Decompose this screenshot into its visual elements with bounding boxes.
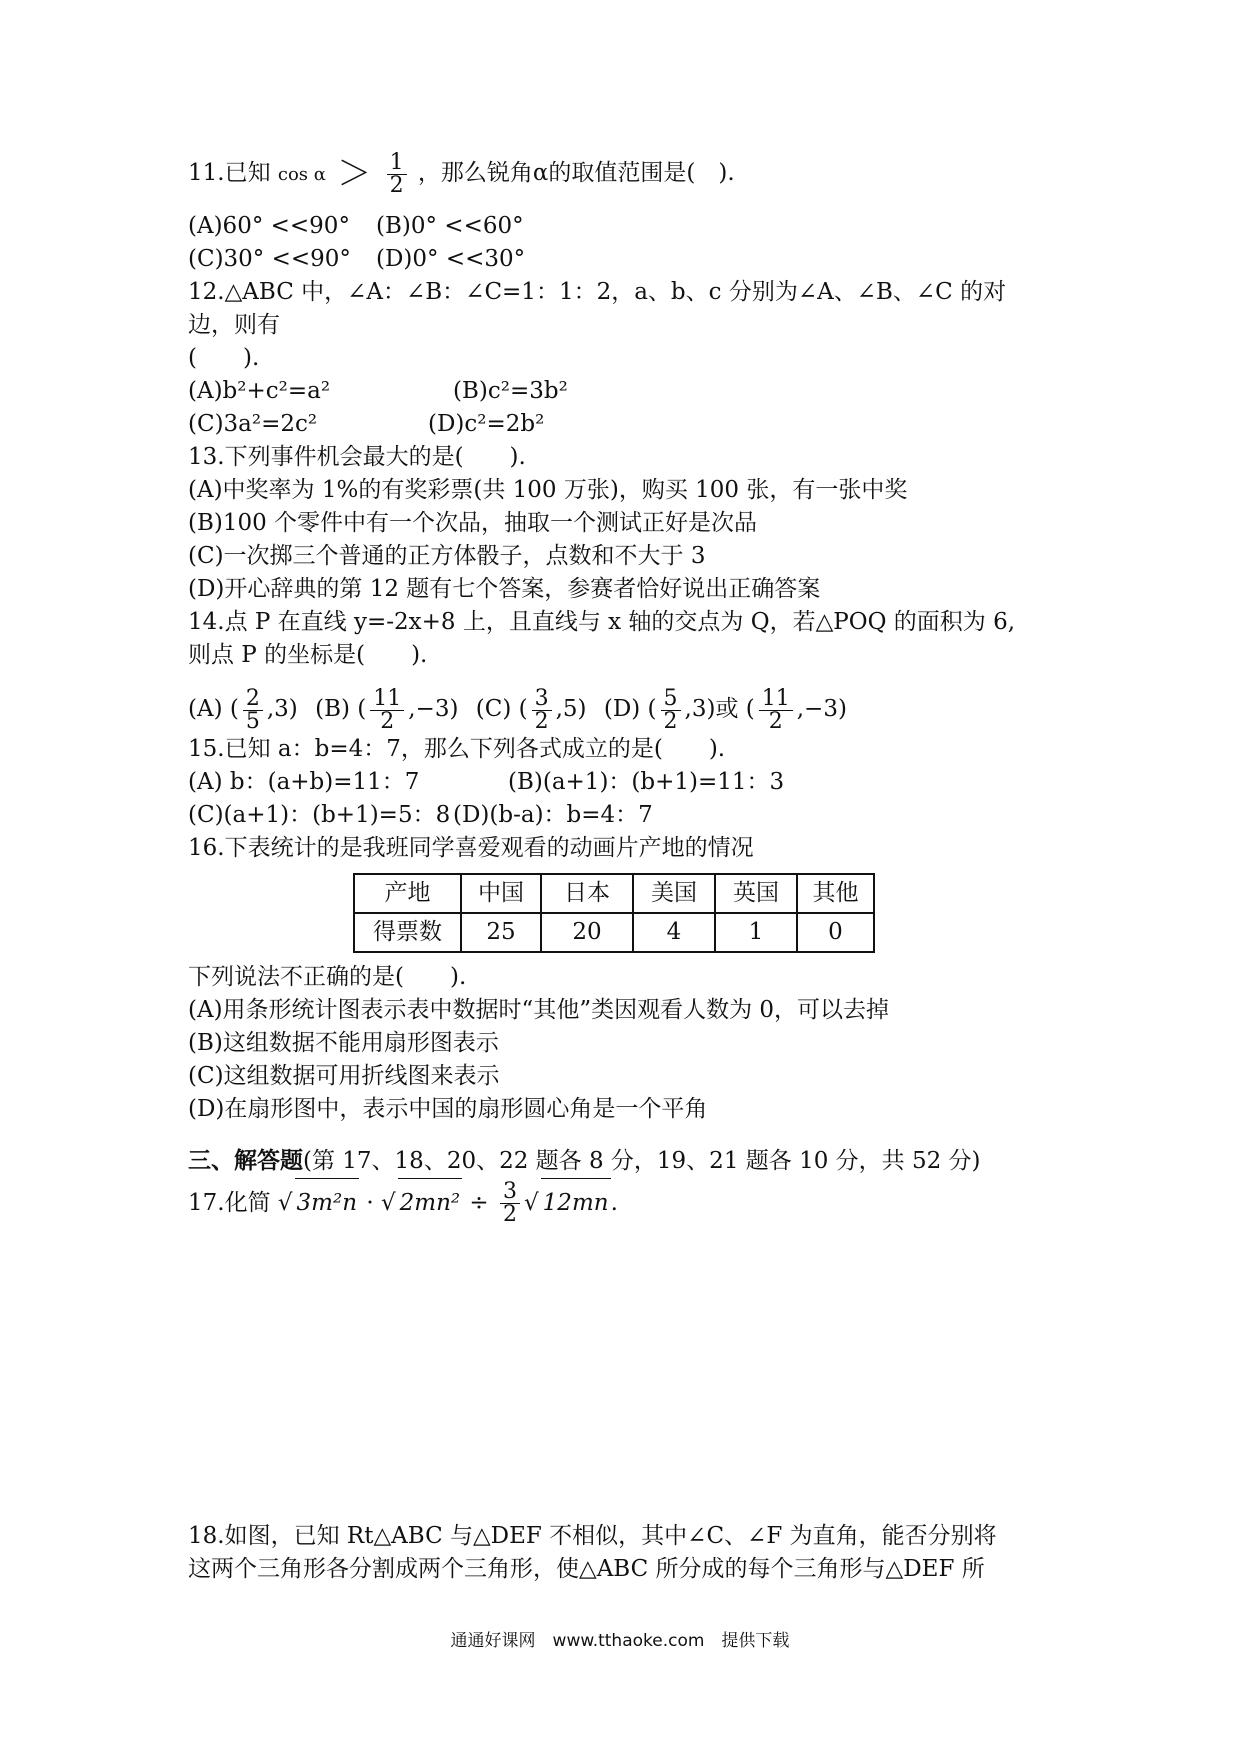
q14-d2-num: 11 — [759, 688, 793, 711]
q18-block — [188, 1520, 1068, 1586]
q17-den: 2 — [503, 1202, 518, 1227]
q14-options: (A) ( $\frac{2}{5}$ ,3) (B) ( $\frac{11}{2}$ ,−3) (C) ( $\frac{3}{2}$ ,5) (D) ( $\frac{5}{2}$ ,3)或 ( $\frac{11}{2}$ ,−3) — [188, 685, 847, 734]
q14-a-num: 2 — [243, 688, 263, 711]
table-cell: 20 — [541, 913, 633, 952]
q14-b-den: 2 — [380, 708, 395, 734]
table-cell: 25 — [461, 913, 541, 952]
q11-option-d: (D)0° <<30° — [376, 246, 526, 272]
q14-b-num: 11 — [370, 688, 404, 711]
q17-fraction — [500, 1181, 520, 1226]
q14-option-a-rest: ,3) — [266, 696, 298, 722]
q14-option-d2-fraction — [759, 685, 793, 734]
q15-option-b: (B)(a+1)：(b+1)=11：3 — [508, 768, 785, 795]
q14-option-c-rest: ,5) — [555, 696, 587, 722]
q11-option-b: (B)0° <<60° — [376, 213, 524, 239]
q18-line-1: 18.如图，已知 Rt△ABC 与△DEF 不相似，其中∠C、∠F 为直角，能否分别将 — [188, 1523, 997, 1549]
q17-end: . — [610, 1189, 618, 1216]
q13-stem: 13.下列事件机会最大的是( ). — [188, 444, 526, 470]
q11-fraction — [387, 149, 407, 198]
q12-option-a: (A)b²+c²=a² — [188, 378, 331, 404]
q14-option-d-rest: ,3)或 — [684, 696, 739, 722]
section-3-note: (第 17、18、20、22 题各 8 分，19、21 题各 10 分，共 52 分) — [303, 1147, 981, 1174]
q14-option-d-label: (D) — [603, 696, 641, 722]
q11-option-c: (C)30° <<90° — [188, 246, 351, 272]
q17-radical-2: 2mn² — [398, 1178, 462, 1227]
q14-d-den: 2 — [663, 708, 678, 734]
q12-line-2: 边，则有 — [188, 312, 280, 338]
q16-option-d: (D)在扇形图中，表示中国的扇形圆心角是一个平角 — [188, 1095, 708, 1122]
q13-option-c: (C)一次掷三个普通的正方体骰子，点数和不大于 3 — [188, 543, 706, 569]
q14-option-c-fraction — [532, 685, 552, 734]
table-header-cell: 产地 — [354, 874, 461, 913]
table-header-cell: 美国 — [633, 874, 715, 913]
q12-options-row-2 — [188, 408, 1068, 441]
q11-options-row-1 — [188, 210, 1068, 243]
table-header-cell: 中国 — [461, 874, 541, 913]
q11-option-a: (A)60° <<90° — [188, 213, 350, 239]
section-3-heading — [188, 1144, 1068, 1178]
table-cell: 4 — [633, 913, 715, 952]
q16-option-a: (A)用条形统计图表示表中数据时“其他”类因观看人数为 0，可以去掉 — [188, 996, 890, 1023]
q12-line-1: 12.△ABC 中，∠A：∠B：∠C=1：1：2，a、b、c 分别为∠A、∠B、∠C 的对 — [188, 279, 1007, 305]
q11-gt: ＞ — [337, 154, 372, 194]
q15-option-a: (A) b：(a+b)=11：7 — [188, 768, 420, 795]
q14-option-b-fraction — [370, 685, 404, 734]
q17-stem: 17.化简 √ 3m²n · √ 2mn² ÷ $\frac{3}{2}$ √ 12mn. — [188, 1179, 618, 1227]
q13-option-d: (D)开心辞典的第 12 题有七个答案，参赛者恰好说出正确答案 — [188, 576, 821, 602]
q14-option-a-fraction — [243, 685, 263, 734]
q17-radical-3: 12mn — [541, 1178, 611, 1227]
q11-options-row-2 — [188, 243, 1068, 276]
q14-option-b-rest: ,−3) — [408, 696, 459, 722]
q11-den: 2 — [389, 172, 404, 198]
q17-dot: · — [366, 1189, 374, 1216]
q15-option-d: (D)(b-a)：b=4：7 — [453, 801, 653, 828]
page-footer: 通通好课网 www.tthaoke.com 提供下载 — [450, 1631, 790, 1651]
q11-suffix: ，那么锐角α的取值范围是( ). — [417, 160, 735, 186]
q16-table — [353, 873, 875, 953]
q14-line-1: 14.点 P 在直线 y=-2x+8 上，且直线与 x 轴的交点为 Q，若△POQ 的面积为 6, — [188, 609, 1016, 635]
table-header-cell: 其他 — [797, 874, 874, 913]
q16-stem: 16.下表统计的是我班同学喜爱观看的动画片产地的情况 — [188, 834, 754, 861]
table-cell: 0 — [797, 913, 874, 952]
q13-option-a: (A)中奖率为 1%的有奖彩票(共 100 万张)，购买 100 张，有一张中奖 — [188, 477, 908, 503]
q11-prefix: 11.已知 — [188, 160, 271, 186]
q14-option-a-label: (A) — [188, 696, 223, 722]
q14-d2-den: 2 — [768, 708, 783, 734]
table-header-cell: 英国 — [715, 874, 797, 913]
q14-option-d2-rest: ,−3) — [796, 696, 847, 722]
q11-cos: cos α — [277, 164, 326, 185]
q14-option-c-label: (C) — [475, 696, 512, 722]
table-header-cell: 日本 — [541, 874, 633, 913]
q12-options-row-1 — [188, 375, 1068, 408]
q16-question: 下列说法不正确的是( ). — [188, 963, 467, 990]
q15-options-row-1 — [188, 766, 1068, 799]
q12-line-3: ( ). — [188, 345, 260, 371]
q12-option-c: (C)3a²=2c² — [188, 411, 318, 437]
q11-stem — [188, 150, 1068, 196]
q14-option-b-label: (B) — [315, 696, 350, 722]
q14-c-den: 2 — [534, 708, 549, 734]
q16-option-c: (C)这组数据可用折线图来表示 — [188, 1062, 500, 1089]
q14-d-num: 5 — [661, 688, 681, 711]
q16-option-b: (B)这组数据不能用扇形图表示 — [188, 1029, 499, 1056]
q12-option-d: (D)c²=2b² — [428, 411, 545, 437]
q17-prefix: 17.化简 — [188, 1189, 271, 1216]
q18-line-2: 这两个三角形各分割成两个三角形，使△ABC 所分成的每个三角形与△DEF 所 — [188, 1556, 985, 1582]
q15-options-row-2 — [188, 799, 1068, 832]
q17-radical-1: 3m²n — [295, 1178, 359, 1227]
q13-option-b: (B)100 个零件中有一个次品，抽取一个测试正好是次品 — [188, 510, 758, 536]
q14-option-d-fraction — [661, 685, 681, 734]
table-cell: 1 — [715, 913, 797, 952]
q15-option-c: (C)(a+1)：(b+1)=5：8 — [188, 801, 451, 828]
table-row — [354, 913, 874, 952]
q17-num: 3 — [500, 1181, 520, 1204]
q11-num: 1 — [387, 152, 407, 175]
q17-div: ÷ — [469, 1189, 489, 1216]
document-body — [188, 150, 1068, 1227]
q15-stem: 15.已知 a：b=4：7，那么下列各式成立的是( ). — [188, 735, 726, 762]
table-cell: 得票数 — [354, 913, 461, 952]
q14-c-num: 3 — [532, 688, 552, 711]
q12-option-b: (B)c²=3b² — [453, 378, 568, 404]
table-row — [354, 874, 874, 913]
section-3-title: 三、解答题 — [188, 1146, 303, 1174]
q14-line-2: 则点 P 的坐标是( ). — [188, 642, 428, 668]
q14-a-den: 5 — [245, 708, 260, 734]
